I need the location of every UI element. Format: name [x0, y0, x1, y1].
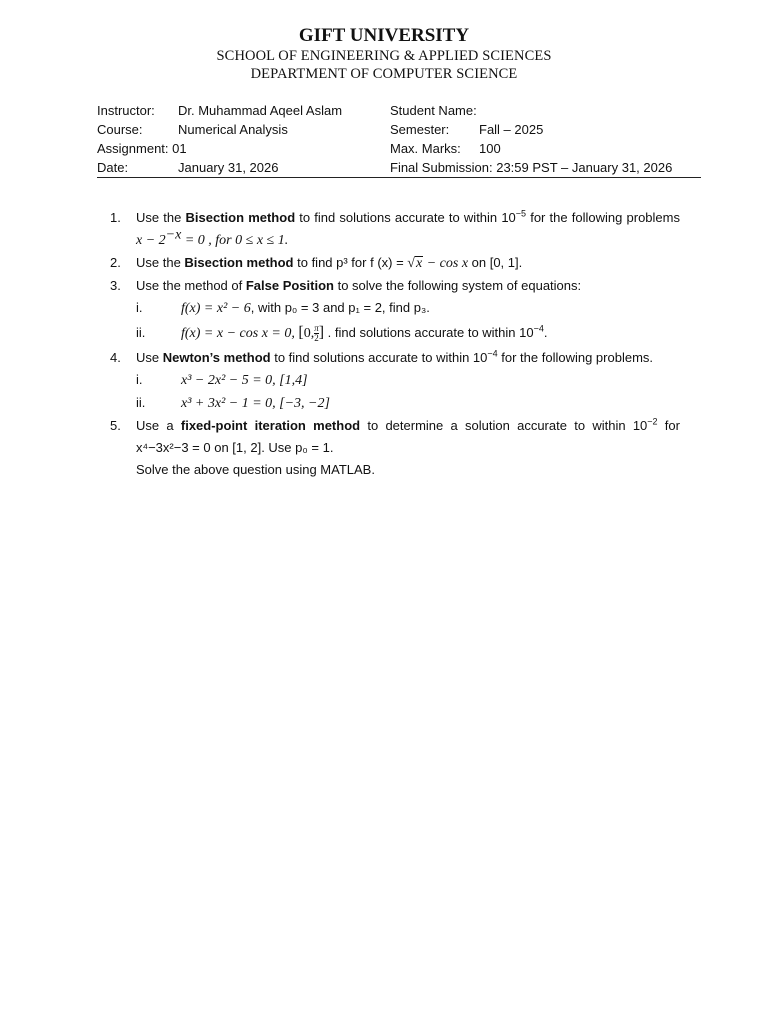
sqrt-argument: x — [415, 256, 423, 271]
equation: x − 2 — [136, 233, 166, 248]
question-text: to determine a solution accurate to within 10 — [360, 418, 648, 433]
exponent: −5 — [515, 208, 527, 219]
interval-start: 0, — [303, 326, 315, 341]
question-text: , with p₀ = 3 and p₁ = 2, find p₃. — [250, 300, 430, 315]
question-5 — [110, 415, 680, 459]
method-name: Bisection method — [184, 255, 294, 270]
question-text: for x⁴−3x²−3 = 0 on [1, 2]. Use p₀ = 1. — [136, 418, 680, 455]
document-header — [0, 24, 768, 83]
question-list — [110, 207, 680, 481]
question-text: Use the — [136, 255, 185, 270]
instructor-value: Dr. Muhammad Aqeel Aslam — [178, 103, 343, 118]
question-2 — [110, 252, 680, 275]
equation: x³ − 2x² − 5 = 0, [1,4] — [181, 373, 308, 388]
date-value: January 31, 2026 — [178, 160, 279, 175]
question-text: to solve the following system of equations: — [333, 278, 582, 293]
right-bracket: ] — [318, 324, 325, 341]
exponent: −2 — [647, 416, 658, 427]
sub-question-i — [136, 369, 680, 392]
exponent: −4 — [487, 348, 498, 359]
matlab-instruction: Solve the above question using MATLAB. — [136, 462, 375, 477]
question-text: for the following problems — [526, 210, 680, 225]
question-text: . find solutions accurate to within 10 — [324, 325, 534, 340]
question-number: 3. — [110, 278, 121, 293]
sqrt-symbol: √ — [407, 256, 415, 271]
roman-numeral: i. — [136, 300, 143, 315]
question-text: to find solutions accurate to within 10 — [295, 210, 516, 225]
equation-exponent: −x — [165, 227, 182, 243]
question-number: 2. — [110, 255, 121, 270]
fraction-numerator: π — [314, 323, 319, 334]
university-name: GIFT UNIVERSITY — [298, 25, 470, 46]
date-row — [97, 158, 279, 177]
school-name: SCHOOL OF ENGINEERING & APPLIED SCIENCES — [216, 48, 552, 64]
instructor-row — [97, 101, 343, 120]
semester-row — [390, 120, 544, 139]
marks-value: 100 — [479, 141, 501, 156]
question-text: Use — [136, 350, 163, 365]
method-name: False Position — [245, 278, 334, 293]
student-label: Student Name: — [390, 103, 477, 118]
question-text: to find p³ for f (x) = — [293, 255, 408, 270]
roman-numeral: i. — [136, 372, 143, 387]
department-name: DEPARTMENT OF COMPUTER SCIENCE — [250, 66, 518, 82]
roman-numeral: ii. — [136, 325, 146, 340]
marks-row — [390, 139, 501, 158]
semester-label: Semester: — [390, 122, 450, 137]
question-number: 5. — [110, 418, 121, 433]
method-name: Bisection method — [185, 210, 296, 225]
equation: f(x) = x² − 6 — [181, 301, 251, 316]
question-text: to find solutions accurate to within 10 — [270, 350, 488, 365]
question-text: on [0, 1]. — [468, 255, 523, 270]
question-1 — [110, 207, 680, 252]
question-4 — [110, 347, 680, 415]
roman-numeral: ii. — [136, 395, 146, 410]
question-5-note — [110, 459, 680, 481]
sub-question-ii — [136, 320, 680, 347]
question-text: Use the method of — [136, 278, 246, 293]
fraction-denominator: 2 — [314, 333, 319, 344]
student-row — [390, 101, 477, 120]
equation: x³ + 3x² − 1 = 0, [−3, −2] — [181, 396, 330, 411]
assignment-row — [97, 139, 187, 158]
method-name: fixed-point iteration method — [180, 418, 361, 433]
question-text: . — [543, 325, 548, 340]
equation: f(x) = x − cos x = 0, — [181, 326, 299, 341]
left-bracket: [ — [298, 324, 304, 341]
exponent: −4 — [533, 323, 544, 334]
marks-label: Max. Marks: — [390, 141, 461, 156]
question-text: Use a — [136, 418, 181, 433]
course-row — [97, 120, 288, 139]
equation: = 0 , for 0 ≤ x ≤ 1. — [181, 233, 289, 248]
sub-question-ii — [136, 392, 680, 415]
sub-question-i — [136, 297, 680, 320]
date-label: Date: — [97, 160, 129, 175]
question-text: for the following problems. — [497, 350, 654, 365]
submission-label: Final Submission: 23:59 PST – January 31, 2026 — [390, 160, 673, 175]
course-label: Course: — [97, 122, 143, 137]
method-name: Newton’s method — [162, 350, 271, 365]
question-number: 4. — [110, 350, 121, 365]
assignment-label: Assignment: 01 — [97, 141, 187, 156]
question-text: Use the — [136, 210, 186, 225]
question-3 — [110, 275, 680, 347]
course-value: Numerical Analysis — [178, 122, 288, 137]
instructor-label: Instructor: — [97, 103, 155, 118]
equation: − cos x — [423, 256, 469, 271]
semester-value: Fall – 2025 — [479, 122, 544, 137]
submission-row — [390, 158, 672, 177]
assignment-info-table — [97, 101, 701, 178]
question-number: 1. — [110, 210, 121, 225]
